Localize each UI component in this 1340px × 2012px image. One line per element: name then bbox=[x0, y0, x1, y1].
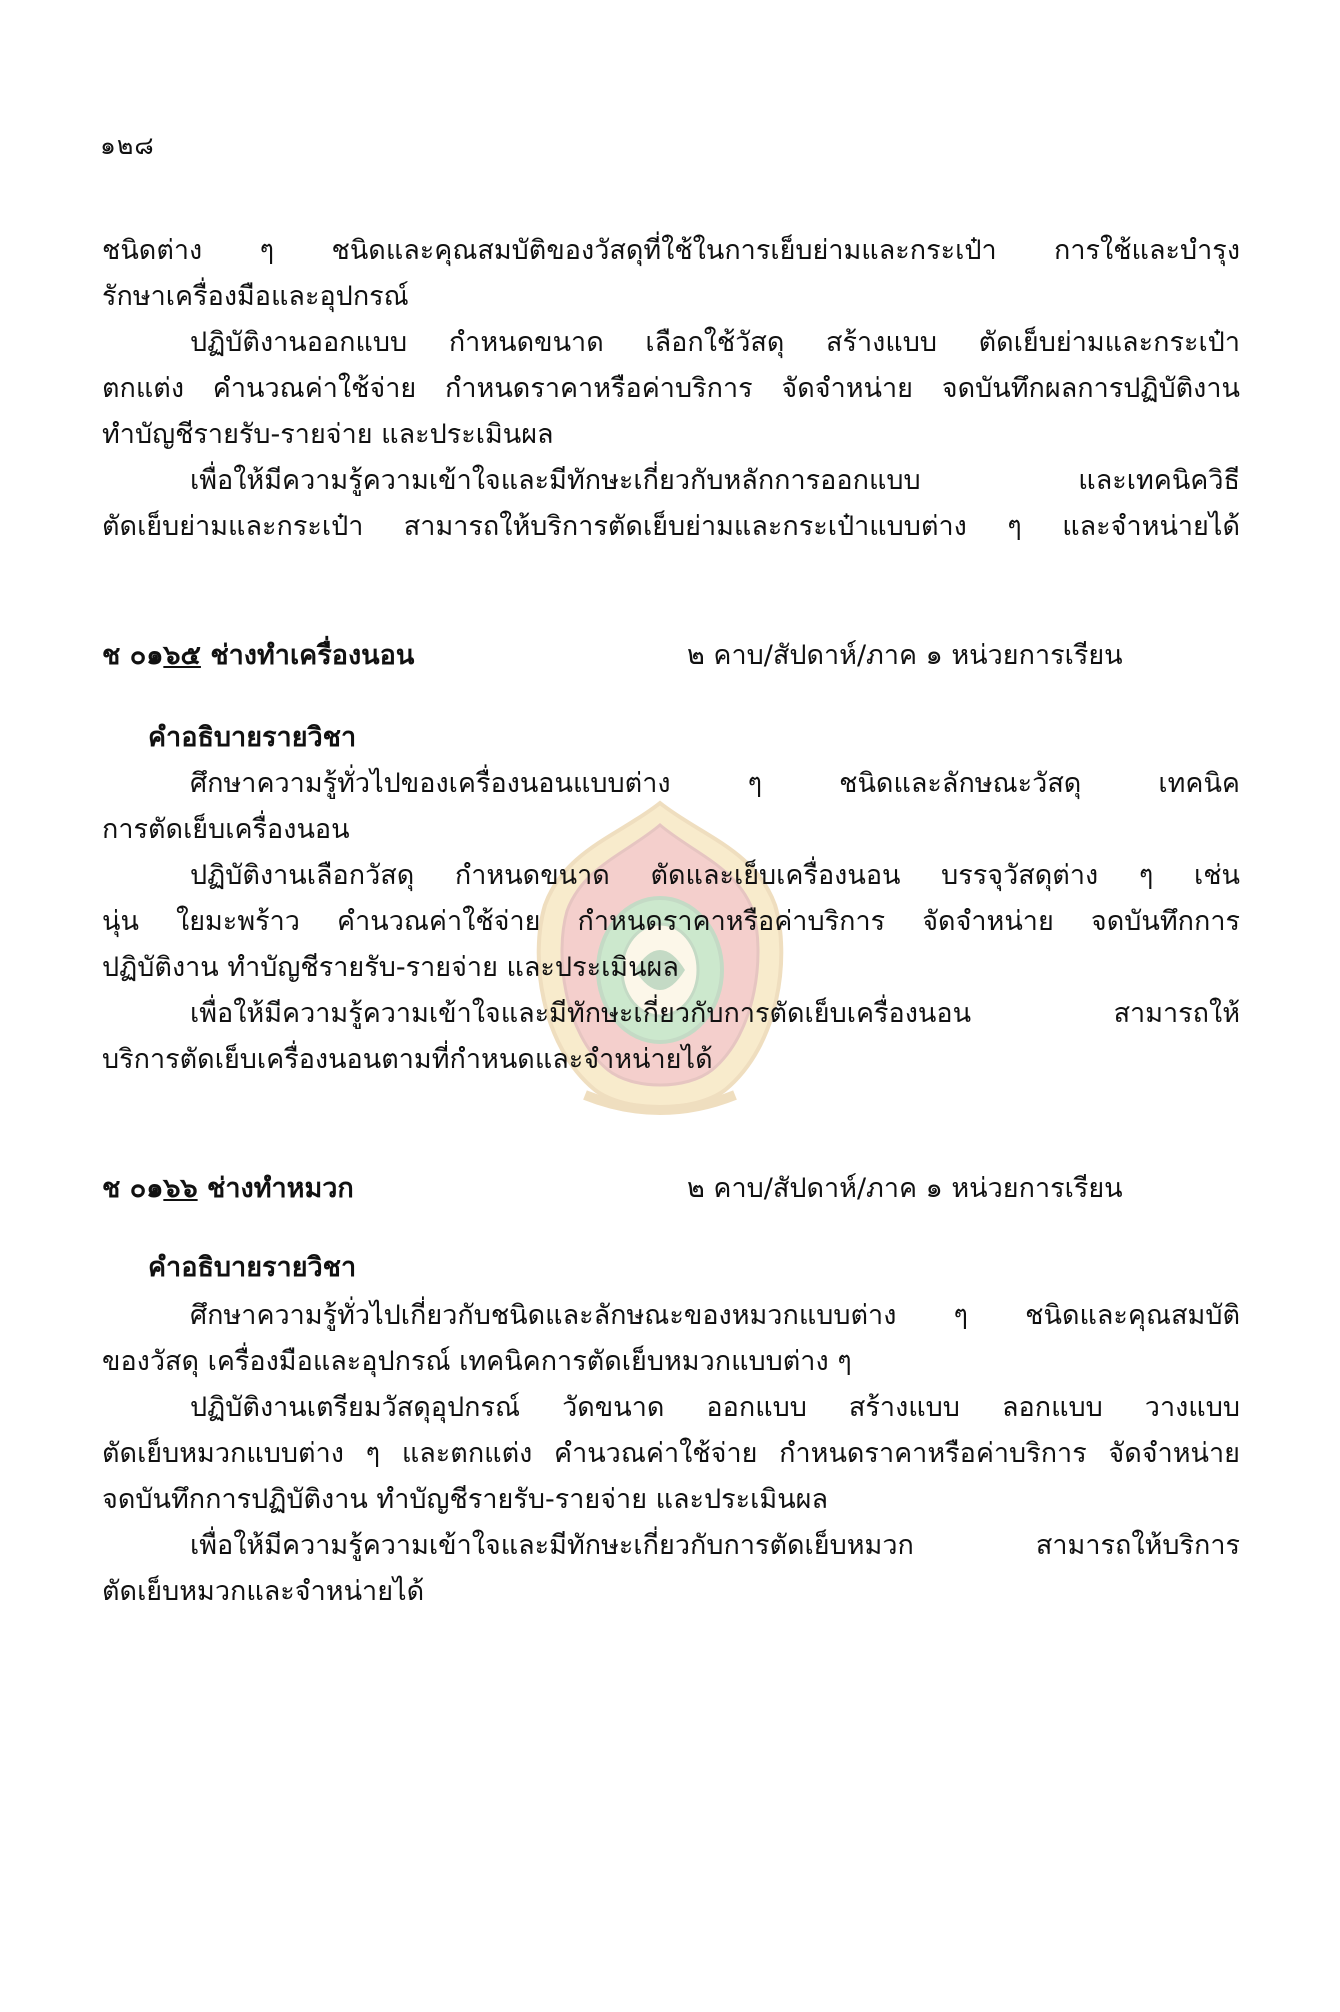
course-description-label: คำอธิบายรายวิชา bbox=[148, 722, 357, 753]
text-line: นุ่น ใยมะพร้าว คำนวณค่าใช้จ่าย กำหนดราคาหรือค่าบริการ จัดจำหน่าย จดบันทึกการ bbox=[102, 906, 1240, 937]
text-line: ปฏิบัติงานออกแบบ กำหนดขนาด เลือกใช้วัสดุ สร้างแบบ ตัดเย็บย่ามและกระเป๋า bbox=[190, 327, 1240, 358]
text-line: เพื่อให้มีความรู้ความเข้าใจและมีทักษะเกี่ยวกับการตัดเย็บเครื่องนอน สามารถให้ bbox=[190, 998, 1240, 1029]
course-code-suffix: ๖๕ bbox=[163, 640, 201, 671]
text-line: ของวัสดุ เครื่องมือและอุปกรณ์ เทคนิคการตัดเย็บหมวกแบบต่าง ๆ bbox=[102, 1346, 852, 1377]
text-line: ตัดเย็บหมวกแบบต่าง ๆ และตกแต่ง คำนวณค่าใช้จ่าย กำหนดราคาหรือค่าบริการ จัดจำหน่าย bbox=[102, 1438, 1240, 1469]
course-code-suffix: ๖๖ bbox=[163, 1173, 198, 1204]
text-line: ตัดเย็บหมวกและจำหน่ายได้ bbox=[102, 1576, 425, 1607]
course-hours: ๒ คาบ/สัปดาห์/ภาค ๑ หน่วยการเรียน bbox=[687, 1173, 1123, 1204]
course-name: ช่างทำหมวก bbox=[197, 1173, 354, 1204]
text-line: ชนิดต่าง ๆ ชนิดและคุณสมบัติของวัสดุที่ใช้ในการเย็บย่ามและกระเป๋า การใช้และบำรุง bbox=[102, 235, 1240, 266]
text-line: การตัดเย็บเครื่องนอน bbox=[102, 814, 350, 845]
text-line: ทำบัญชีรายรับ-รายจ่าย และประเมินผล bbox=[102, 419, 554, 450]
course-description bbox=[102, 761, 1240, 1083]
text-line: ตัดเย็บย่ามและกระเป๋า สามารถให้บริการตัดเย็บย่ามและกระเป๋าแบบต่าง ๆ และจำหน่ายได้ bbox=[102, 511, 1240, 542]
course-code: ช ๐๑ bbox=[102, 640, 164, 671]
course-header bbox=[102, 1166, 1194, 1212]
text-line: ปฏิบัติงานเลือกวัสดุ กำหนดขนาด ตัดและเย็บเครื่องนอน บรรจุวัสดุต่าง ๆ เช่น bbox=[190, 860, 1240, 891]
text-line: ศึกษาความรู้ทั่วไปของเครื่องนอนแบบต่าง ๆ ชนิดและลักษณะวัสดุ เทคนิค bbox=[190, 768, 1240, 799]
text-line: บริการตัดเย็บเครื่องนอนตามที่กำหนดและจำหน่ายได้ bbox=[102, 1044, 713, 1075]
text-line: ศึกษาความรู้ทั่วไปเกี่ยวกับชนิดและลักษณะของหมวกแบบต่าง ๆ ชนิดและคุณสมบัติ bbox=[190, 1300, 1240, 1331]
text-line: ปฏิบัติงาน ทำบัญชีรายรับ-รายจ่าย และประเมินผล bbox=[102, 952, 679, 983]
course-code: ช ๐๑ bbox=[102, 1173, 164, 1204]
text-line: เพื่อให้มีความรู้ความเข้าใจและมีทักษะเกี่ยวกับหลักการออกแบบ และเทคนิควิธี bbox=[190, 465, 1240, 496]
course-title bbox=[102, 633, 414, 679]
course-title bbox=[102, 1166, 354, 1212]
course-hours: ๒ คาบ/สัปดาห์/ภาค ๑ หน่วยการเรียน bbox=[687, 640, 1123, 671]
text-line: เพื่อให้มีความรู้ความเข้าใจและมีทักษะเกี่ยวกับการตัดเย็บหมวก สามารถให้บริการ bbox=[190, 1530, 1240, 1561]
intro-paragraphs bbox=[102, 228, 1240, 550]
text-line: จดบันทึกการปฏิบัติงาน ทำบัญชีรายรับ-รายจ่าย และประเมินผล bbox=[102, 1484, 829, 1515]
text-line: ตกแต่ง คำนวณค่าใช้จ่าย กำหนดราคาหรือค่าบริการ จัดจำหน่าย จดบันทึกผลการปฏิบัติงาน bbox=[102, 373, 1240, 404]
page-number: ๑๒๘ bbox=[100, 131, 155, 160]
course-name: ช่างทำเครื่องนอน bbox=[200, 640, 415, 671]
course-header bbox=[102, 633, 1194, 679]
text-line: ปฏิบัติงานเตรียมวัสดุอุปกรณ์ วัดขนาด ออกแบบ สร้างแบบ ลอกแบบ วางแบบ bbox=[190, 1392, 1240, 1423]
text-line: รักษาเครื่องมือและอุปกรณ์ bbox=[102, 281, 409, 312]
course-description bbox=[102, 1293, 1240, 1615]
course-description-label: คำอธิบายรายวิชา bbox=[148, 1252, 357, 1283]
